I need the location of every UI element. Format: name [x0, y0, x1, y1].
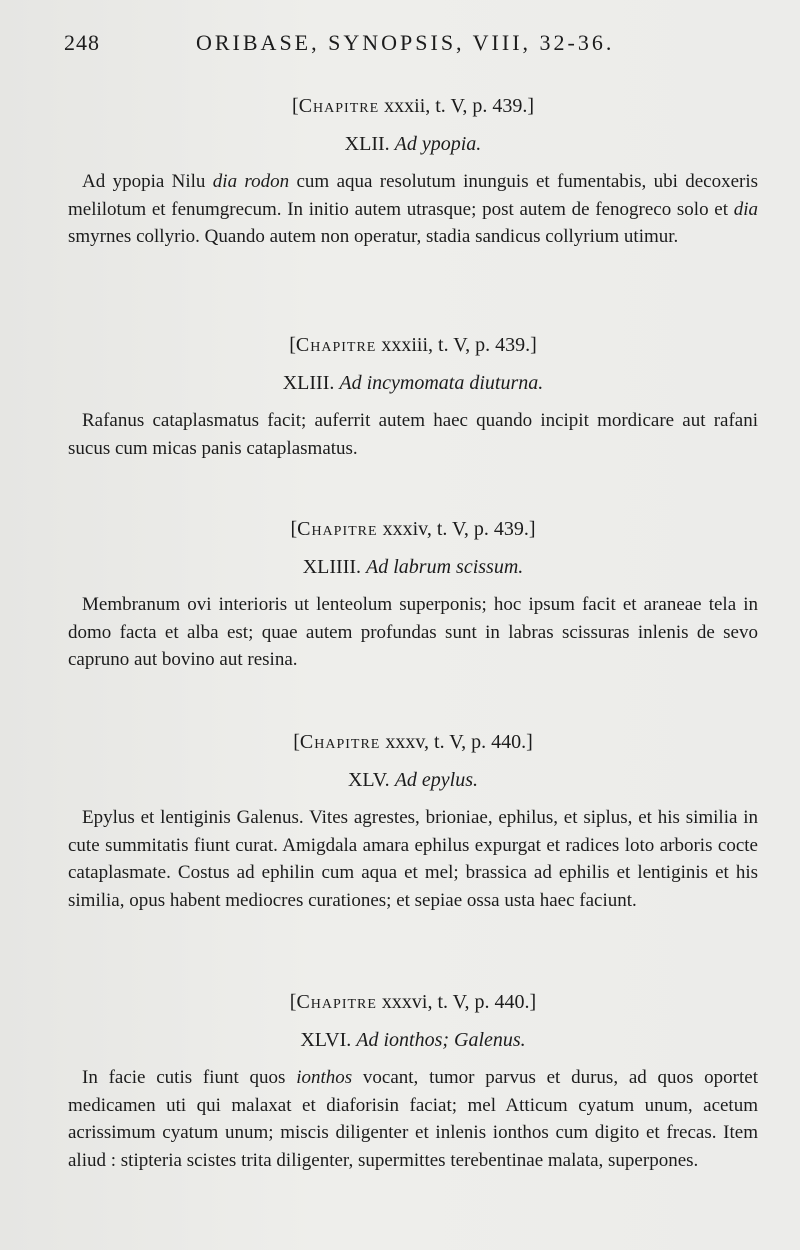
section-body	[68, 168, 758, 251]
section-45	[68, 730, 758, 914]
chapter-reference: [Chapitre xxxvi, t. V, p. 440.]	[289, 991, 537, 1013]
text-run: vocant, tumor parvus et durus, ad quos oportet medicamen uti qui malaxat et diaforisin faciat; mel Atticum cyatum unum, acetum acrissimum cyatum unum; miscis diligenter et inlenis ionthos cum digito et frecas. Item aliud : stipteria scistes trita diligenter, supermittes terebentinae malata, superpones.	[68, 1067, 758, 1171]
section-body	[68, 1064, 758, 1174]
italic-run: dia	[733, 198, 758, 220]
running-title: ORIBASE, SYNOPSIS, VIII, 32-36.	[196, 30, 615, 55]
text-run: Epylus et lentiginis Galenus. Vites agrestes, brioniae, ephilus, et siplus, et his similia in cute summitatis fiunt curat. Amigdala amara ephilus expurgat et radices loto arboris cocte cataplasmate. Costus ad ephilin cum aqua et mel; brassica ad ephilis et lentiginis et his similia, opus habent mediocres curationes; et sepiae ossa usta haec faciunt.	[68, 807, 758, 911]
page-number: 248	[64, 30, 100, 55]
chapter-reference: [Chapitre xxxiii, t. V, p. 439.]	[289, 334, 537, 356]
italic-run: dia rodon	[212, 171, 290, 192]
chapter-reference: [Chapitre xxxiv, t. V, p. 439.]	[290, 518, 536, 540]
section-46	[68, 990, 758, 1174]
section-heading: XLVI. Ad ionthos; Galenus.	[300, 1029, 526, 1051]
section-heading: XLV. Ad epylus.	[347, 769, 478, 791]
section-42	[68, 94, 758, 251]
section-body	[68, 804, 758, 914]
italic-run: ionthos	[296, 1067, 353, 1088]
section-43	[68, 333, 758, 462]
text-run: cum aqua resolutum inunguis et fumentabis, ubi decoxeris melilotum et fenumgrecum. In initio autem utrasque; post autem de fenogreco solo et	[68, 171, 759, 220]
section-heading: XLIII. Ad incymomata diuturna.	[282, 372, 544, 394]
section-body	[68, 591, 758, 674]
text-run: In facie cutis fiunt quos	[82, 1067, 297, 1088]
section-44	[68, 517, 758, 674]
section-body	[68, 407, 758, 462]
chapter-reference: [Chapitre xxxv, t. V, p. 440.]	[293, 731, 533, 753]
text-run: Membranum ovi interioris ut lenteolum superponis; hoc ipsum facit et araneae tela in domo facta et alba est; quae autem profundas sunt in labras scissuras inlenis de sevo capruno aut bovino aut resina.	[68, 594, 758, 670]
text-run: Rafanus cataplasmatus facit; auferrit autem haec quando incipit mordicare aut rafani sucus cum micas panis cataplasmatus.	[68, 410, 758, 459]
chapter-reference: [Chapitre xxxii, t. V, p. 439.]	[292, 95, 534, 117]
text-run: Ad ypopia Nilu	[82, 171, 213, 192]
section-heading: XLIIII. Ad labrum scissum.	[302, 556, 524, 578]
text-run: smyrnes collyrio. Quando autem non operatur, stadia sandicus collyrium utimur.	[68, 226, 679, 247]
section-heading: XLII. Ad ypopia.	[344, 133, 482, 155]
